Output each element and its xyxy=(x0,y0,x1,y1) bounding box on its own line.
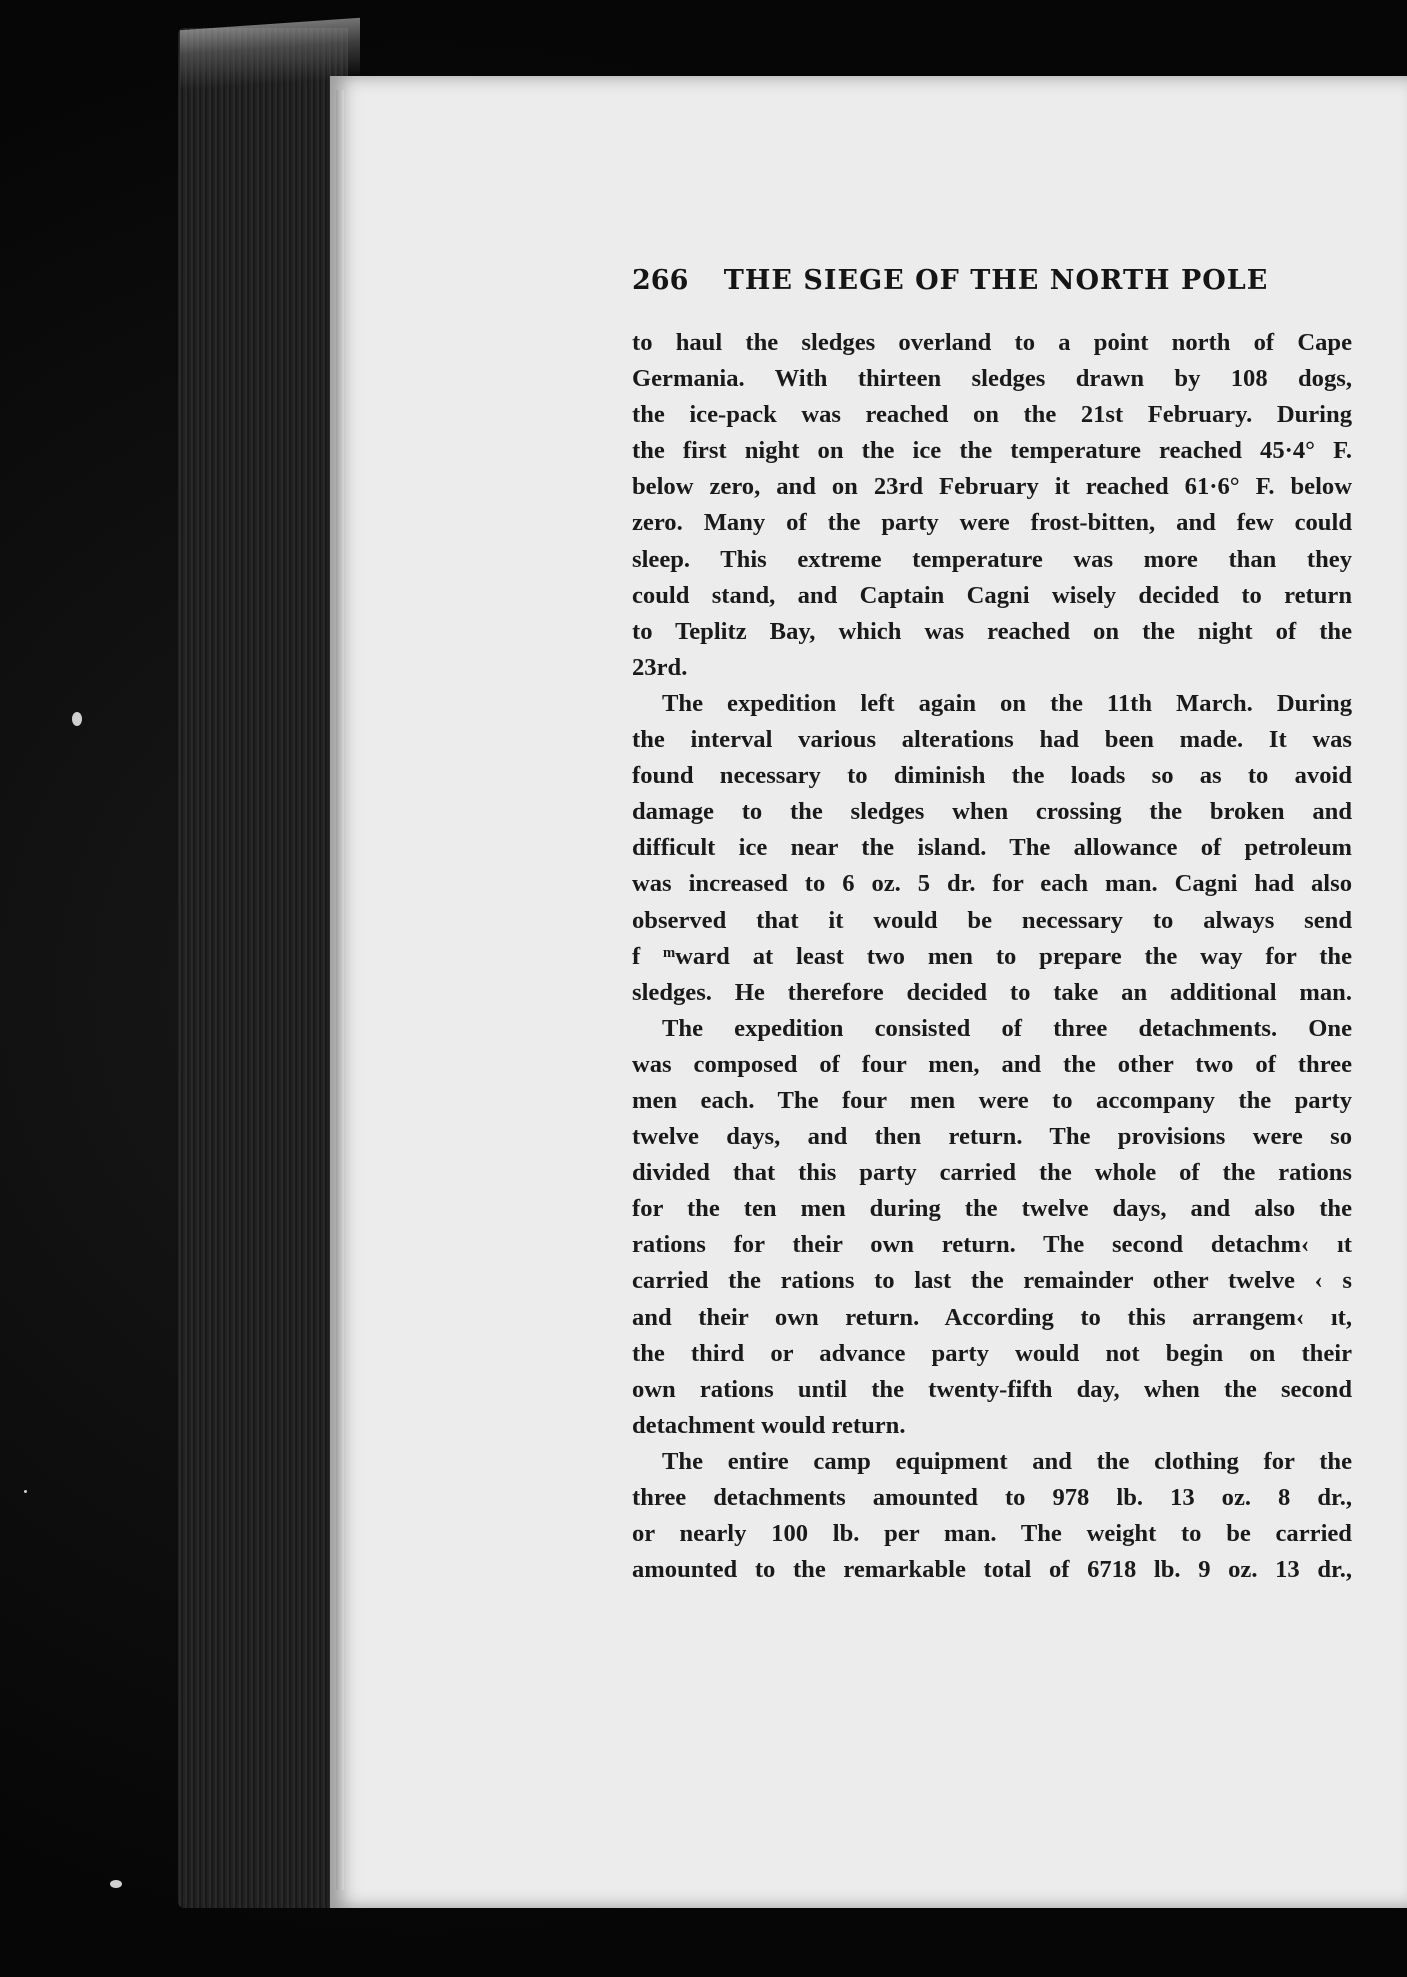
page-number: 266 xyxy=(632,265,689,296)
text-line: amounted to the remarkable total of 6718 lb. 9 oz. 13 dr., xyxy=(632,1556,1352,1584)
text-line: The entire camp equipment and the clothing for the xyxy=(662,1447,1352,1475)
text-line: zero. Many of the party were frost-bitten, and few could xyxy=(632,509,1352,537)
text-line: Germania. With thirteen sledges drawn by 108 dogs, xyxy=(632,365,1352,393)
text-line: for the ten men during the twelve days, and also the xyxy=(632,1195,1352,1223)
dust-speck xyxy=(72,712,82,726)
running-header xyxy=(632,265,1292,296)
text-line: was increased to 6 oz. 5 dr. for each man. Cagni had also xyxy=(632,870,1352,898)
text-line: was composed of four men, and the other two of three xyxy=(632,1050,1352,1078)
text-line: below zero, and on 23rd February it reached 61·6° F. below xyxy=(632,473,1352,501)
page-gutter xyxy=(336,90,344,1890)
text-line: difficult ice near the island. The allowance of petroleum xyxy=(632,834,1352,862)
text-line: detachment would return. xyxy=(632,1411,906,1439)
text-line: own rations until the twenty-fifth day, when the second xyxy=(632,1375,1352,1403)
running-title: THE SIEGE OF THE NORTH POLE xyxy=(723,265,1269,296)
book-page-edges xyxy=(178,28,348,1908)
text-line: the third or advance party would not begin on their xyxy=(632,1339,1352,1367)
text-line: found necessary to diminish the loads so as to avoid xyxy=(632,762,1352,790)
dust-speck xyxy=(24,1490,27,1493)
text-line: f ᵐward at least two men to prepare the way for the xyxy=(632,942,1352,970)
text-line: three detachments amounted to 978 lb. 13 oz. 8 dr., xyxy=(632,1484,1352,1511)
text-line: sleep. This extreme temperature was more than they xyxy=(632,545,1352,573)
dust-speck xyxy=(110,1880,122,1888)
text-line: carried the rations to last the remainder other twelve ‹ s xyxy=(632,1267,1352,1295)
text-line: and their own return. According to this arrangem‹ ıt, xyxy=(632,1303,1352,1331)
text-line: to haul the sledges overland to a point north of Cape xyxy=(632,329,1352,356)
text-line: divided that this party carried the whole of the rations xyxy=(632,1159,1352,1187)
text-line: The expedition left again on the 11th March. During xyxy=(662,689,1352,717)
body-text xyxy=(632,325,1352,1588)
text-line: the ice-pack was reached on the 21st February. During xyxy=(632,401,1352,429)
text-line: the interval various alterations had been made. It was xyxy=(632,726,1352,754)
text-line: men each. The four men were to accompany the party xyxy=(632,1086,1352,1114)
text-line: or nearly 100 lb. per man. The weight to be carried xyxy=(632,1520,1352,1548)
text-line: could stand, and Captain Cagni wisely decided to return xyxy=(632,581,1352,609)
text-line: 23rd. xyxy=(632,653,688,681)
text-line: observed that it would be necessary to always send xyxy=(632,906,1352,934)
text-line: twelve days, and then return. The provisions were so xyxy=(632,1123,1352,1151)
text-line: sledges. He therefore decided to take an additional man. xyxy=(632,978,1352,1006)
text-line: to Teplitz Bay, which was reached on the night of the xyxy=(632,617,1352,645)
text-line: The expedition consisted of three detachments. One xyxy=(662,1014,1352,1042)
text-line: damage to the sledges when crossing the broken and xyxy=(632,798,1352,826)
text-line: the first night on the ice the temperature reached 45·4° F. xyxy=(632,437,1352,465)
text-line: rations for their own return. The second detachm‹ ıt xyxy=(632,1231,1352,1259)
